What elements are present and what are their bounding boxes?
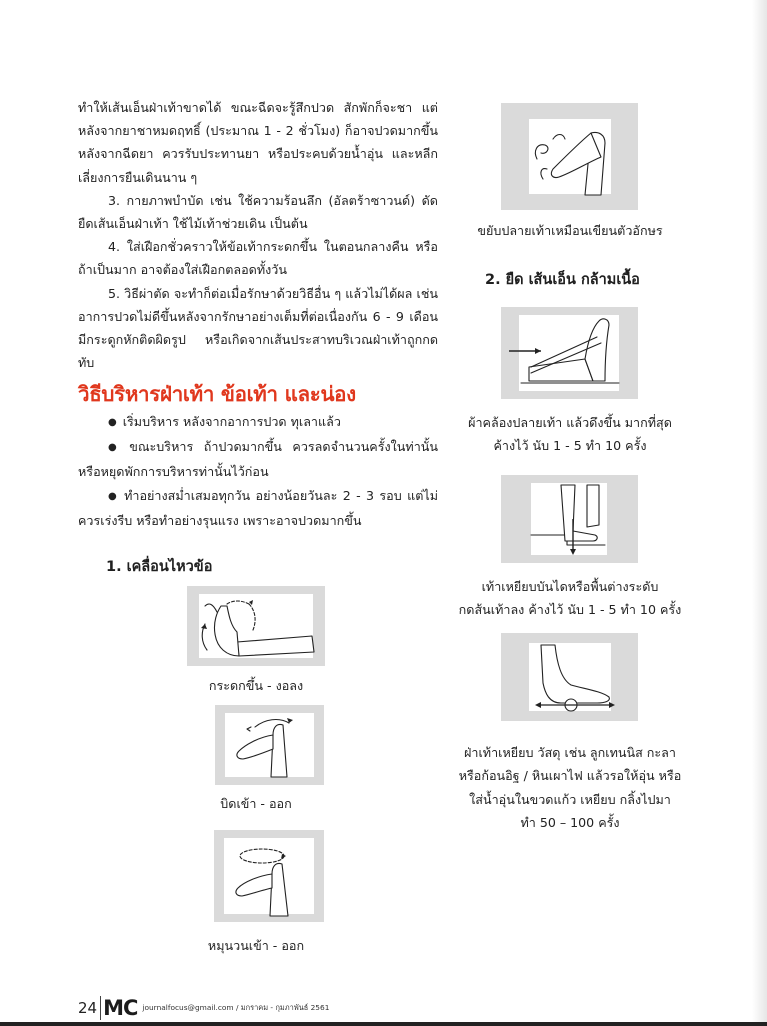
foot-rotate-illustration [214,830,324,922]
caption-line: เท้าเหยียบบันไดหรือพื้นต่างระดับ [481,579,659,594]
page-number: 24 [78,999,98,1017]
step-stretch-illustration [501,475,638,563]
caption-line: ผ้าคล้องปลายเท้า แล้วดึงขึ้น มากที่สุด [468,415,672,430]
figure-dorsiflex [187,586,325,666]
figure-invert-evert [215,705,324,785]
paragraph-item-5: 5. วิธีผ่าตัด จะทำก็ต่อเมื่อรักษาด้วยวิธีอื่น ๆ แล้วไม่ได้ผล เช่น อาการปวดไม่ดีขึ้นหลังจากรักษาอย่างเต็มที่ต่อเนื่องกัน 6 - 9 เดือน มีกระดูกหักติดผิดรูป หรือเกิดจากเส้นประสาทบริเวณฝ่าเท้าถูกกดทับ [78,285,438,371]
ball-roll-illustration [501,633,638,721]
bullet-item: ● เริ่มบริหาร หลังจากอาการปวด ทุเลาแล้ว [78,410,438,435]
foot-twist-illustration [215,705,324,785]
caption-line: ทำ 50 – 100 ครั้ง [520,815,620,831]
paragraph-1: ทำให้เส้นเอ็นฝ่าเท้าขาดได้ ขณะฉีดจะรู้สึกปวด สักพักก็จะชา แต่หลังจากยาชาหมดฤทธิ์ (ประมาณ 1 - 2 ชั่วโมง) ก็อาจปวดมากขึ้น หลังจากฉีดยา ควรรับประทานยา หรือประคบด้วยน้ำอุ่น และหลีกเลี่ยงการยืนเดินนาน ๆ [78,100,438,185]
figure-towel-stretch [501,307,638,399]
caption-ball-roll [440,741,700,835]
figure-ball-roll [501,633,638,721]
bullet-item: ● ทำอย่างสม่ำเสมอทุกวัน อย่างน้อยวันละ 2 - 3 รอบ แต่ไม่ควรเร่งรีบ หรือทำอย่างรุนแรง เพราะอาจปวดมากขึ้น [78,484,438,532]
caption-line: ฝ่าเท้าเหยียบ วัสดุ เช่น ลูกเทนนิส กะลา [464,745,676,760]
caption-dorsiflex: กระดกขึ้น - งอลง [208,678,304,693]
paragraph-item-3: 3. กายภาพบำบัด เช่น ใช้ความร้อนลึก (อัลตร้าซาวนด์) ดัดยืดเส้นเอ็นฝ่าเท้า ใช้ไม้เท้าช่วยเดิน เป็นต้น [78,192,438,232]
caption-line: ค้างไว้ นับ 1 - 5 ทำ 10 ครั้ง [493,438,647,454]
body-text [78,96,438,374]
foot-flex-illustration [187,586,325,666]
footer-rule [0,1022,767,1026]
page-edge-shadow [752,0,767,1026]
section-2-title: 2. ยืด เส้นเอ็น กล้ามเนื้อ [485,272,640,288]
towel-stretch-illustration [501,307,638,399]
section-1-title: 1. เคลื่อนไหวข้อ [106,559,213,575]
caption-step-stretch [440,575,700,622]
caption-towel-stretch [450,411,690,458]
caption-invert-evert: บิดเข้า - ออก [220,796,292,811]
page-footer [78,995,329,1021]
section-heading: วิธีบริหารฝ่าเท้า ข้อเท้า และน่อง [78,382,356,406]
caption-rotate: หมุนวนเข้า - ออก [207,938,305,953]
caption-line: หรือก้อนอิฐ / หินเผาไฟ แล้วรอให้อุ่น หรือ [458,768,682,784]
figure-alphabet [501,103,638,210]
journal-logo: MC [100,996,137,1020]
caption-line: ใส่น้ำอุ่นในขวดแก้ว เหยียบ กลิ้งไปมา [469,791,671,807]
caption-line: กดส้นเท้าลง ค้างไว้ นับ 1 - 5 ทำ 10 ครั้ง [458,602,682,618]
bullet-item: ● ขณะบริหาร ถ้าปวดมากขึ้น ควรลดจำนวนครั้งในท่านั้น หรือหยุดพักการบริหารท่านั้นไว้ก่อน [78,435,438,483]
bullet-list [78,410,438,532]
figure-rotate [214,830,324,922]
caption-alphabet: ขยับปลายเท้าเหมือนเขียนตัวอักษร [477,223,663,238]
foot-writing-illustration [501,103,638,210]
paragraph-item-4: 4. ใส่เฝือกชั่วคราวให้ข้อเท้ากระดกขึ้น ในตอนกลางคืน หรือถ้าเป็นมาก อาจต้องใส่เฝือกตลอดทั้งวัน [78,239,438,278]
figure-step-stretch [501,475,638,563]
footer-contact: journalfocus@gmail.com / มกราคม - กุมภาพันธ์ 2561 [142,1003,330,1012]
